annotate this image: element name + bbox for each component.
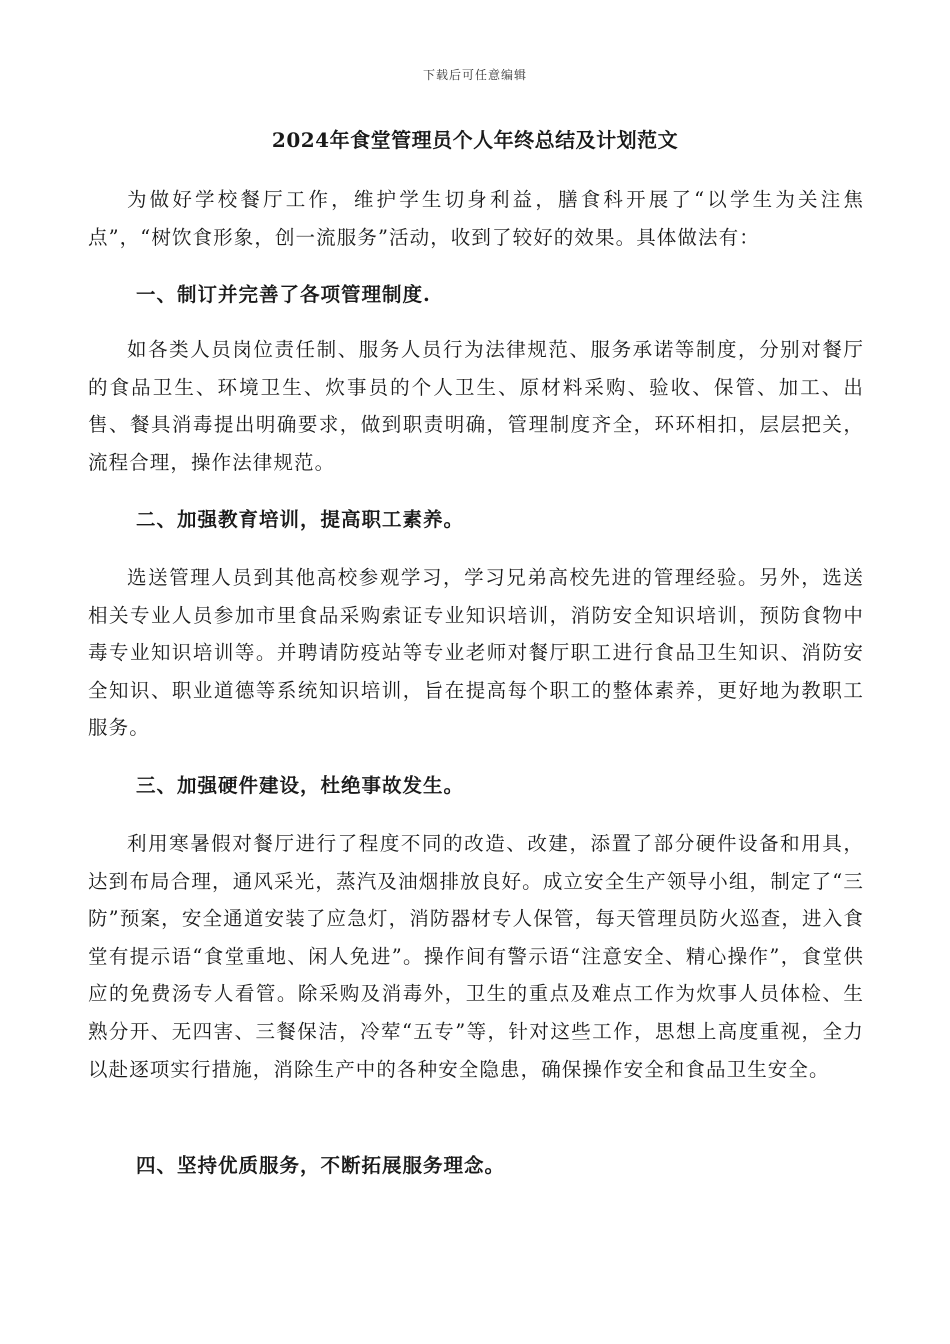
section-heading-4: 四、坚持优质服务，不断拓展服务理念。 (136, 1154, 506, 1177)
section-body-1: 如各类人员岗位责任制、服务人员行为法律规范、服务承诺等制度，分别对餐厅的食品卫生、环境卫生、炊事员的个人卫生、原材料采购、验收、保管、加工、出售、餐具消毒提出明确要求，做到职责明确，管理制度齐全，环环相扣，层层把关，流程合理，操作法律规范。 (88, 338, 864, 474)
header-note: 下载后可任意编辑 (422, 68, 527, 82)
section-heading-1: 一、制订并完善了各项管理制度. (136, 283, 431, 306)
intro-paragraph: 为做好学校餐厅工作，维护学生切身利益，膳食科开展了“以学生为关注焦点”，“树饮食形象，创一流服务”活动，收到了较好的效果。具体做法有： (88, 188, 864, 249)
section-heading-3: 三、加强硬件建设，杜绝事故发生。 (136, 774, 465, 797)
document-title: 2024年食堂管理员个人年终总结及计划范文 (271, 128, 679, 152)
section-body-3: 利用寒暑假对餐厅进行了程度不同的改造、改建，添置了部分硬件设备和用具，达到布局合理，通风采光，蒸汽及油烟排放良好。成立安全生产领导小组，制定了“三防”预案，安全通道安装了应急灯，消防器材专人保管，每天管理员防火巡查，进入食堂有提示语“食堂重地、闲人免进”。操作间有警示语“注意安全、精心操作”，食堂供应的免费汤专人看管。除采购及消毒外，卫生的重点及难点工作为炊事人员体检、生熟分开、无四害、三餐保洁，冷荤“五专”等，针对这些工作，思想上高度重视，全力以赴逐项实行措施，消除生产中的各种安全隐患，确保操作安全和食品卫生安全。 (88, 832, 864, 1081)
section-heading-2: 二、加强教育培训，提高职工素养。 (136, 508, 465, 531)
section-body-2: 选送管理人员到其他高校参观学习，学习兄弟高校先进的管理经验。另外，选送相关专业人员参加市里食品采购索证专业知识培训，消防安全知识培训，预防食物中毒专业知识培训等。并聘请防疫站等专业老师对餐厅职工进行食品卫生知识、消防安全知识、职业道德等系统知识培训，旨在提高每个职工的整体素养，更好地为教职工服务。 (88, 566, 864, 740)
